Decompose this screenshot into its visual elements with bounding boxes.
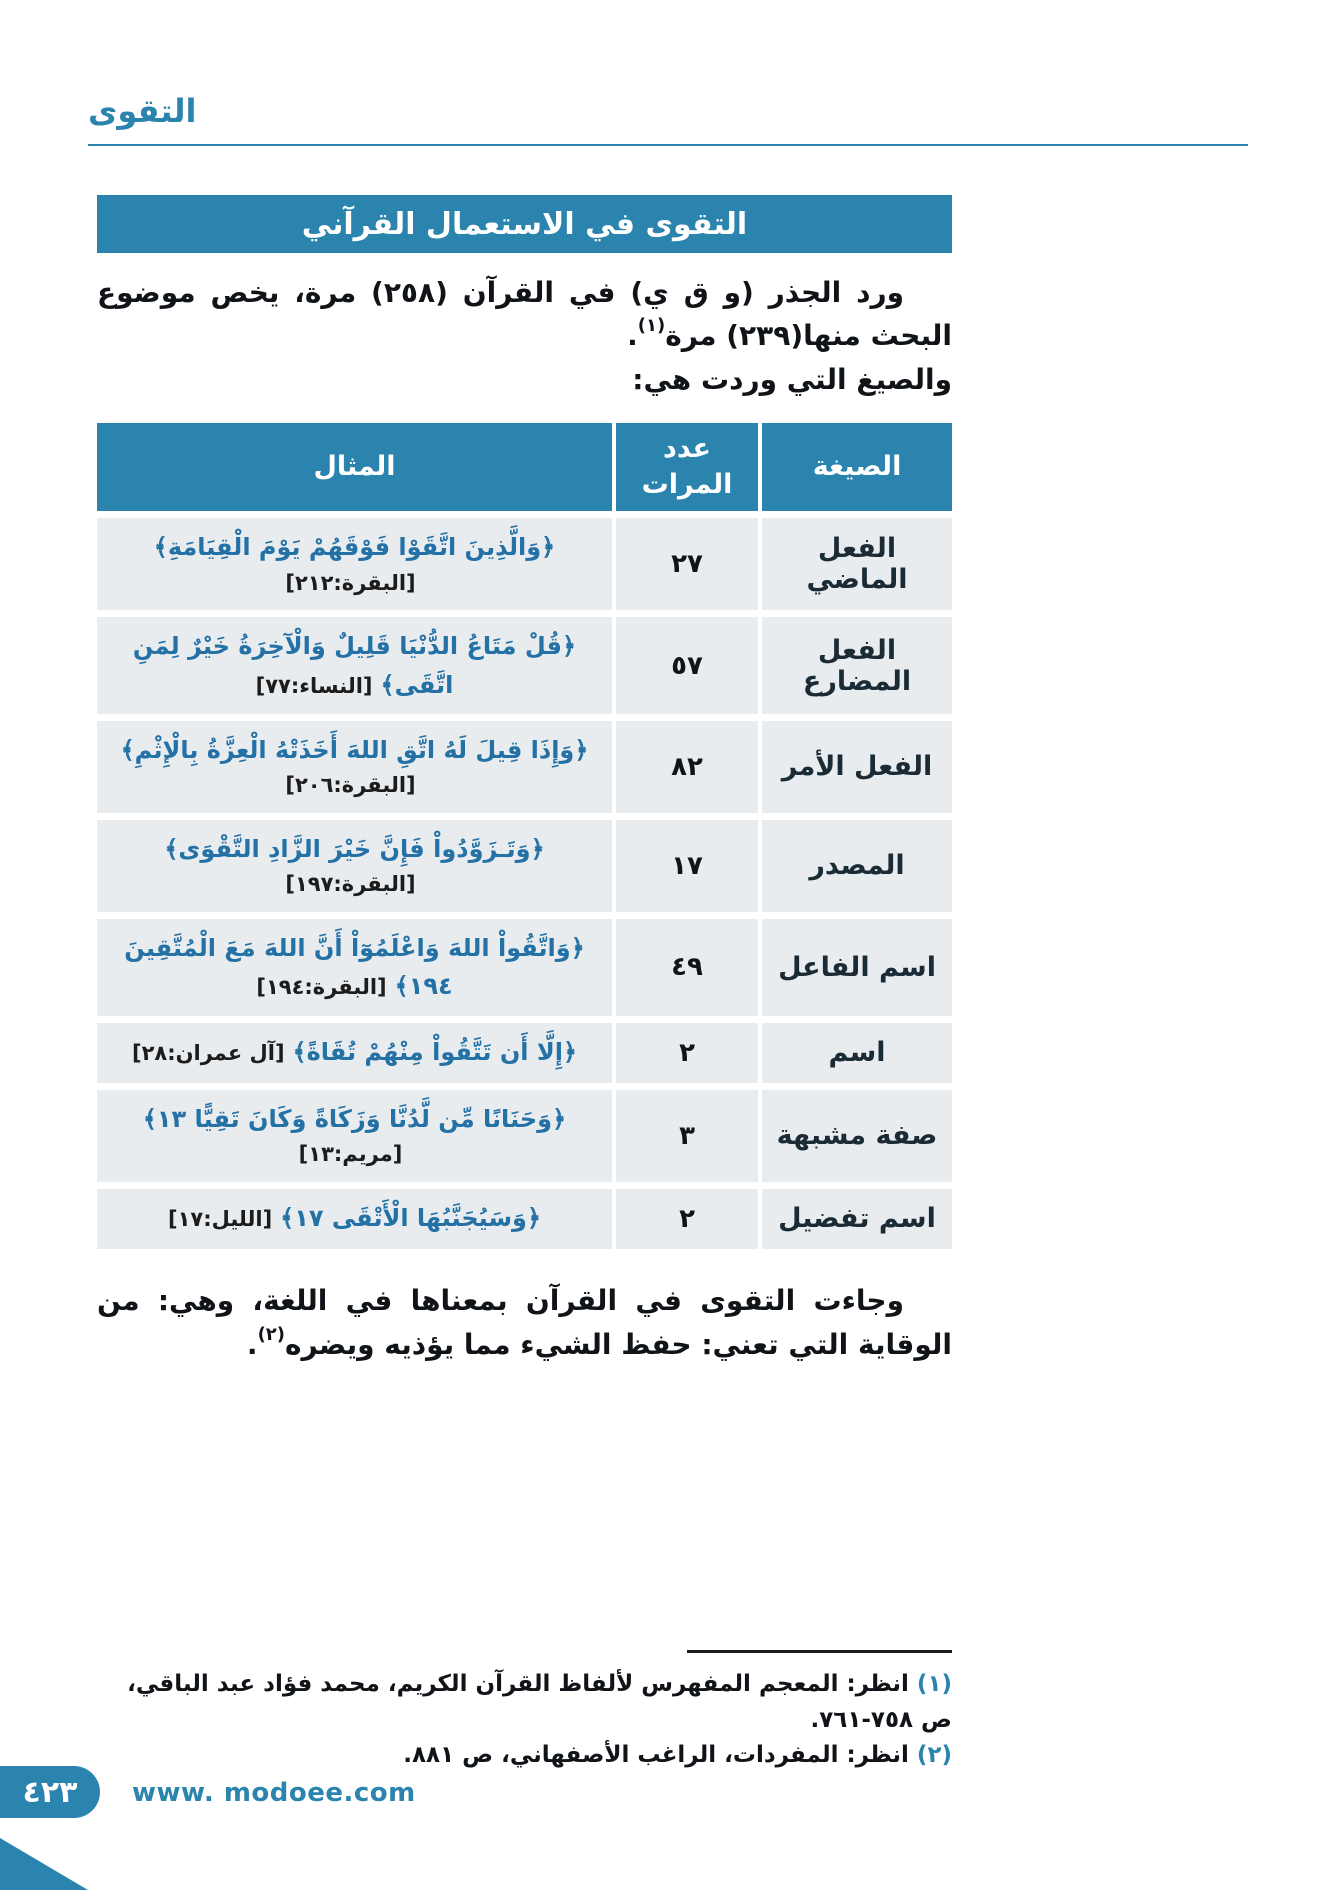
- quran-verse: ﴿وَتَـزَوَّدُواْ فَإِنَّ خَيْرَ الزَّادِ التَّقْوَى﴾: [164, 834, 545, 863]
- quran-verse: ﴿إِلَّا أَن تَتَّقُواْ مِنْهُمْ تُقَاةً﴾: [292, 1037, 578, 1066]
- intro-paragraph: [97, 271, 952, 401]
- closing-text: وجاءت التقوى في القرآن بمعناها في اللغة، وهي: من الوقاية التي تعني: حفظ الشيء مما يؤذيه ويضره: [97, 1283, 952, 1362]
- table-header-row: [97, 423, 952, 511]
- count-cell: ٢: [616, 1023, 758, 1083]
- page-header-title: التقوى: [88, 92, 197, 130]
- table-row: [97, 1023, 952, 1083]
- table-row: [97, 919, 952, 1016]
- corner-decoration: [0, 1838, 88, 1890]
- footnote-mark-2-ref: (٢): [257, 1324, 286, 1346]
- count-cell: ٢٧: [616, 518, 758, 610]
- footnote-number: (٢): [916, 1742, 952, 1769]
- footnote-text: انظر: المفردات، الراغب الأصفهاني، ص ٨٨١.: [403, 1742, 909, 1769]
- forms-table: [97, 423, 952, 1249]
- intro-line-2: والصيغ التي وردت هي:: [632, 362, 952, 396]
- count-cell: ٨٢: [616, 721, 758, 813]
- page-number-badge: [0, 1766, 100, 1818]
- footnote-item: [97, 1667, 952, 1738]
- table-row: [97, 1189, 952, 1249]
- intro-text: ورد الجذر (و ق ي) في القرآن (٢٥٨) مرة، يخص موضوع البحث منها(٢٣٩) مرة: [97, 276, 952, 353]
- form-cell: اسم تفضيل: [762, 1189, 952, 1249]
- quran-verse: ﴿وَحَنَانًا مِّن لَّدُنَّا وَزَكَاةً وَكَانَ تَقِيًّا ١٣﴾: [142, 1104, 567, 1133]
- footnote-mark-1-ref: (١): [637, 315, 666, 337]
- quran-verse: ﴿وَسَيُجَنَّبُهَا الْأَتْقَى ١٧﴾: [280, 1203, 542, 1232]
- verse-reference: [النساء:٧٧]: [255, 673, 373, 698]
- table-row: [97, 1090, 952, 1182]
- example-cell: [97, 721, 612, 813]
- table-row: [97, 721, 952, 813]
- page-number: ٤٢٣: [22, 1774, 78, 1810]
- column-header-form: الصيغة: [762, 423, 952, 511]
- footnote-text: انظر: المعجم المفهرس لألفاظ القرآن الكريم، محمد فؤاد عبد الباقي، ص ٧٥٨-٧٦١.: [127, 1671, 952, 1733]
- count-cell: ٥٧: [616, 617, 758, 714]
- example-cell: [97, 820, 612, 912]
- quran-verse: ﴿وَإِذَا قِيلَ لَهُ اتَّقِ اللهَ أَخَذَتْهُ الْعِزَّةُ بِالْإِثْمِ﴾: [120, 735, 589, 764]
- footnote-separator: [687, 1650, 952, 1653]
- footnote-number: (١): [916, 1671, 952, 1697]
- count-cell: ٣: [616, 1090, 758, 1182]
- quran-verse: ﴿وَاتَّقُواْ اللهَ وَاعْلَمُوٓاْ أَنَّ اللهَ مَعَ الْمُتَّقِينَ ١٩٤﴾: [124, 933, 585, 1001]
- count-cell: ٢: [616, 1189, 758, 1249]
- table-row: [97, 518, 952, 610]
- verse-reference: [آل عمران:٢٨]: [131, 1040, 285, 1065]
- page-content: [97, 195, 952, 1368]
- header-rule: [88, 144, 1248, 146]
- form-cell: الفعل الماضي: [762, 518, 952, 610]
- form-cell: اسم: [762, 1023, 952, 1083]
- form-cell: صفة مشبهة: [762, 1090, 952, 1182]
- form-cell: اسم الفاعل: [762, 919, 952, 1016]
- footnotes-block: [97, 1650, 952, 1774]
- footnote-item: [97, 1738, 952, 1774]
- quran-verse: ﴿قُلْ مَتَاعُ الدُّنْيَا قَلِيلٌ وَالْآخِرَةُ خَيْرٌ لِمَنِ اتَّقَى﴾: [132, 632, 577, 699]
- example-cell: [97, 1189, 612, 1249]
- form-cell: الفعل الأمر: [762, 721, 952, 813]
- example-cell: [97, 1090, 612, 1182]
- column-header-example: المثال: [97, 423, 612, 511]
- website-link[interactable]: www. modoee.com: [132, 1778, 416, 1808]
- example-cell: [97, 518, 612, 610]
- column-header-count: عدد المرات: [616, 423, 758, 511]
- example-cell: [97, 617, 612, 714]
- example-cell: [97, 919, 612, 1016]
- verse-reference: [البقرة:٢٠٦]: [285, 773, 416, 798]
- count-cell: ٤٩: [616, 919, 758, 1016]
- verse-reference: [الليل:١٧]: [167, 1206, 273, 1231]
- table-row: [97, 820, 952, 912]
- count-cell: ١٧: [616, 820, 758, 912]
- closing-period: .: [246, 1328, 258, 1362]
- verse-reference: [البقرة:١٩٤]: [256, 975, 387, 1000]
- section-banner-title: التقوى في الاستعمال القرآني: [301, 206, 748, 242]
- verse-reference: [مريم:١٣]: [298, 1142, 403, 1167]
- form-cell: الفعل المضارع: [762, 617, 952, 714]
- example-cell: [97, 1023, 612, 1083]
- intro-period: .: [627, 319, 638, 353]
- section-banner: [97, 195, 952, 253]
- table-row: [97, 617, 952, 714]
- closing-paragraph: [97, 1279, 952, 1369]
- form-cell: المصدر: [762, 820, 952, 912]
- verse-reference: [البقرة:١٩٧]: [285, 872, 416, 897]
- verse-reference: [البقرة:٢١٢]: [285, 570, 416, 595]
- quran-verse: ﴿وَالَّذِينَ اتَّقَوْا فَوْقَهُمْ يَوْمَ الْقِيَامَةِ﴾: [153, 533, 556, 562]
- intro-line-1: [97, 271, 952, 358]
